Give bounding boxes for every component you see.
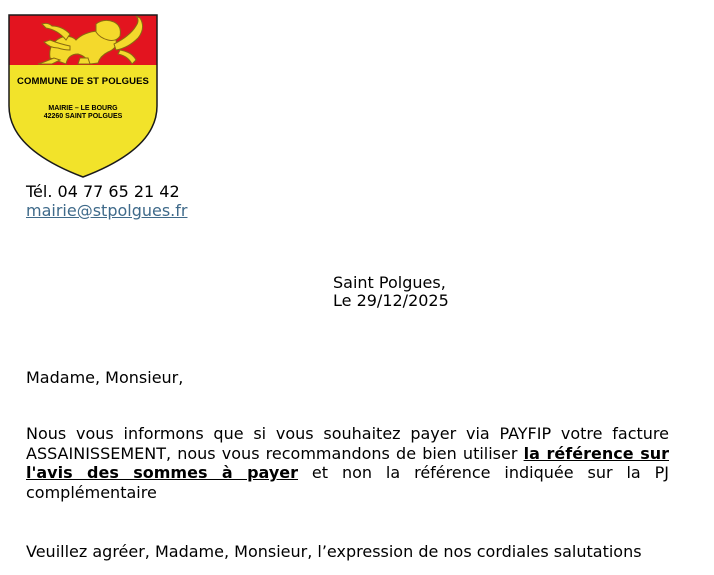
crest-address-line2: 42260 SAINT POLGUES bbox=[43, 113, 123, 120]
letter-closing: Veuillez agréer, Madame, Monsieur, l’expression de nos cordiales salutations bbox=[26, 542, 642, 561]
letter-body-emphasis: la référence sur l'avis des sommes à payer bbox=[26, 443, 670, 482]
phone-number: Tél. 04 77 65 21 42 bbox=[26, 182, 180, 201]
letter-body bbox=[26, 424, 669, 502]
letter-greeting: Madame, Monsieur, bbox=[26, 368, 184, 387]
crest-commune-name: COMMUNE DE ST POLGUES bbox=[17, 76, 149, 87]
crest-address-line1: MAIRIE – LE BOURG bbox=[48, 105, 118, 112]
letter-body-part2: et non la référence indiquée sur la PJ complémentaire bbox=[26, 463, 669, 502]
crest-shield bbox=[8, 14, 158, 178]
place-date-block bbox=[333, 274, 449, 310]
letter-place: Saint Polgues, bbox=[333, 273, 446, 292]
letter-date: Le 29/12/2025 bbox=[333, 291, 449, 310]
contact-block bbox=[26, 182, 187, 220]
email-link[interactable]: mairie@stpolgues.fr bbox=[26, 201, 188, 220]
letter-body-part1: Nous vous informons que si vous souhaitez payer via PAYFIP votre facture ASSAINISSEMENT, nous vous recommandons de bien utiliser bbox=[26, 424, 669, 463]
commune-crest bbox=[8, 14, 158, 178]
